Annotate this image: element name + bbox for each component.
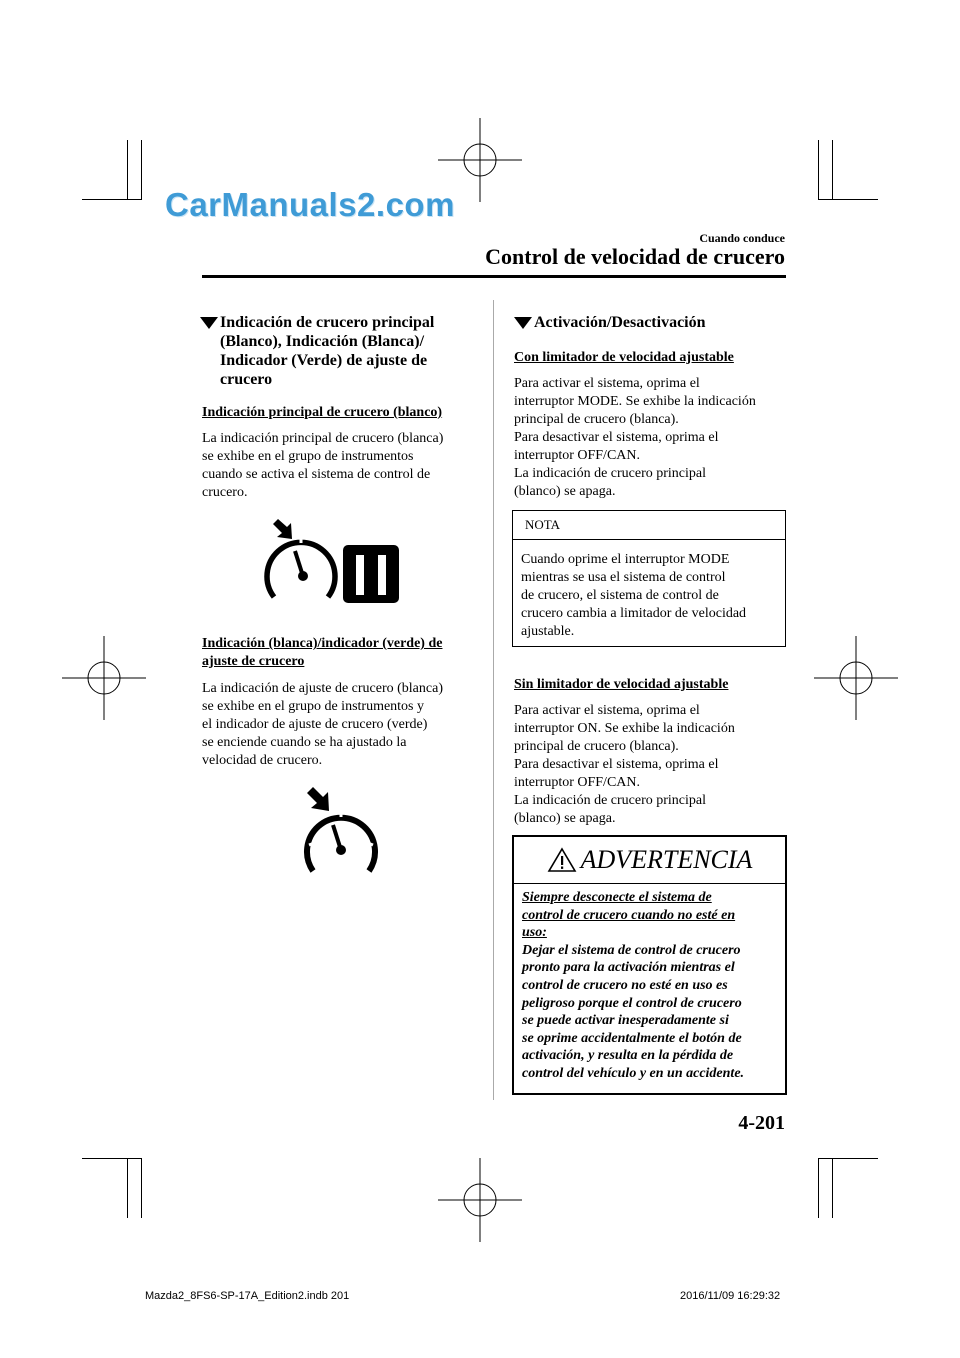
text-line: principal de crucero (blanca).	[514, 739, 679, 754]
heading-line: (Blanco), Indicación (Blanca)/	[220, 333, 425, 350]
subheading-main-cruise: Indicación principal de crucero (blanco)	[202, 405, 443, 420]
text-line: mientras se usa el sistema de control	[521, 570, 726, 585]
paragraph-with-limiter	[514, 375, 794, 501]
warning-body	[522, 889, 784, 1083]
section-heading-activation	[514, 313, 706, 332]
column-divider	[493, 300, 494, 1100]
text-line: Indicación (blanca)/indicador (verde) de	[202, 636, 443, 651]
footer-file: Mazda2_8FS6-SP-17A_Edition2.indb 201	[145, 1290, 350, 1302]
page-number: 4-201	[738, 1112, 785, 1134]
heading-line: crucero	[220, 371, 273, 388]
registration-crosshair-icon	[438, 1158, 522, 1242]
footer-timestamp: 2016/11/09 16:29:32	[680, 1290, 781, 1302]
header-rule	[202, 275, 786, 278]
note-title: NOTA	[525, 517, 561, 532]
text-line: Para desactivar el sistema, oprima el	[514, 757, 719, 772]
text-line: cuando se activa el sistema de control de	[202, 467, 431, 482]
heading-text: Activación/Desactivación	[534, 314, 706, 331]
text-line: Para desactivar el sistema, oprima el	[514, 430, 719, 445]
text-line: control del vehículo y en un accidente.	[522, 1065, 745, 1081]
text-line: se exhibe en el grupo de instrumentos y	[202, 699, 425, 714]
registration-crosshair-icon	[62, 636, 146, 720]
page-title: Control de velocidad de crucero	[485, 244, 785, 269]
text-line: Para activar el sistema, oprima el	[514, 376, 700, 391]
text-line: (blanco) se apaga.	[514, 811, 616, 826]
text-line: La indicación de crucero principal	[514, 466, 707, 481]
text-line: principal de crucero (blanca).	[514, 412, 679, 427]
note-header	[513, 511, 785, 540]
subheading-with-limiter: Con limitador de velocidad ajustable	[514, 350, 734, 365]
text-line: interruptor OFF/CAN.	[514, 775, 640, 790]
text-line: control de crucero no esté en uso es	[522, 977, 728, 993]
text-line: La indicación principal de crucero (blanca)	[202, 431, 444, 446]
text-line: ajustable.	[521, 624, 575, 639]
text-line: interruptor OFF/CAN.	[514, 448, 640, 463]
text-line: La indicación de ajuste de crucero (blanca)	[202, 681, 443, 696]
cruise-main-indicator-icon	[262, 515, 407, 605]
warning-triangle-icon	[547, 847, 577, 873]
section-triangle-icon	[514, 317, 532, 329]
section-heading-indicators	[200, 313, 480, 389]
text-line: pronto para la activación mientras el	[522, 960, 735, 976]
text-line: Siempre desconecte el sistema de	[522, 890, 712, 905]
text-line: peligroso porque el control de crucero	[522, 995, 742, 1011]
heading-line: Indicador (Verde) de ajuste de	[220, 352, 428, 369]
text-line: uso:	[522, 925, 547, 941]
watermark: CarManuals2.com	[165, 186, 455, 223]
warning-header	[514, 837, 785, 884]
text-line: se oprime accidentalmente el botón de	[522, 1030, 742, 1046]
text-line: activación, y resulta en la pérdida de	[522, 1048, 734, 1064]
paragraph-set-indicator	[202, 680, 482, 770]
text-line: Dejar el sistema de control de crucero	[522, 942, 741, 958]
section-triangle-icon	[200, 317, 218, 329]
text-line: se exhibe en el grupo de instrumentos	[202, 449, 414, 464]
text-line: se puede activar inesperadamente si	[522, 1013, 729, 1029]
text-line: Cuando oprime el interruptor MODE	[521, 552, 730, 567]
text-line: Para activar el sistema, oprima el	[514, 703, 700, 718]
warning-box	[512, 835, 787, 1095]
text-line: velocidad de crucero.	[202, 753, 323, 768]
warning-title: ADVERTENCIA	[580, 845, 753, 874]
text-line: ajuste de crucero	[202, 654, 305, 669]
note-box	[512, 510, 786, 647]
text-line: crucero cambia a limitador de velocidad	[521, 606, 747, 621]
text-line: el indicador de ajuste de crucero (verde)	[202, 717, 428, 732]
cruise-set-indicator-icon	[303, 785, 381, 877]
text-line: crucero.	[202, 485, 248, 500]
text-line: control de crucero cuando no esté en	[522, 907, 736, 923]
chapter-label: Cuando conduce	[699, 231, 785, 245]
heading-line: Indicación de crucero principal	[220, 314, 435, 331]
text-line: interruptor MODE. Se exhibe la indicación	[514, 394, 756, 409]
paragraph-main-cruise	[202, 430, 482, 502]
note-body	[521, 551, 783, 641]
text-line: La indicación de crucero principal	[514, 793, 707, 808]
registration-crosshair-icon	[814, 636, 898, 720]
text-line: se enciende cuando se ha ajustado la	[202, 735, 407, 750]
subheading-set-indicator	[202, 635, 482, 671]
text-line: (blanco) se apaga.	[514, 484, 616, 499]
paragraph-without-limiter	[514, 702, 794, 828]
subheading-without-limiter: Sin limitador de velocidad ajustable	[514, 677, 729, 692]
text-line: interruptor ON. Se exhibe la indicación	[514, 721, 735, 736]
text-line: de crucero, el sistema de control de	[521, 588, 719, 603]
